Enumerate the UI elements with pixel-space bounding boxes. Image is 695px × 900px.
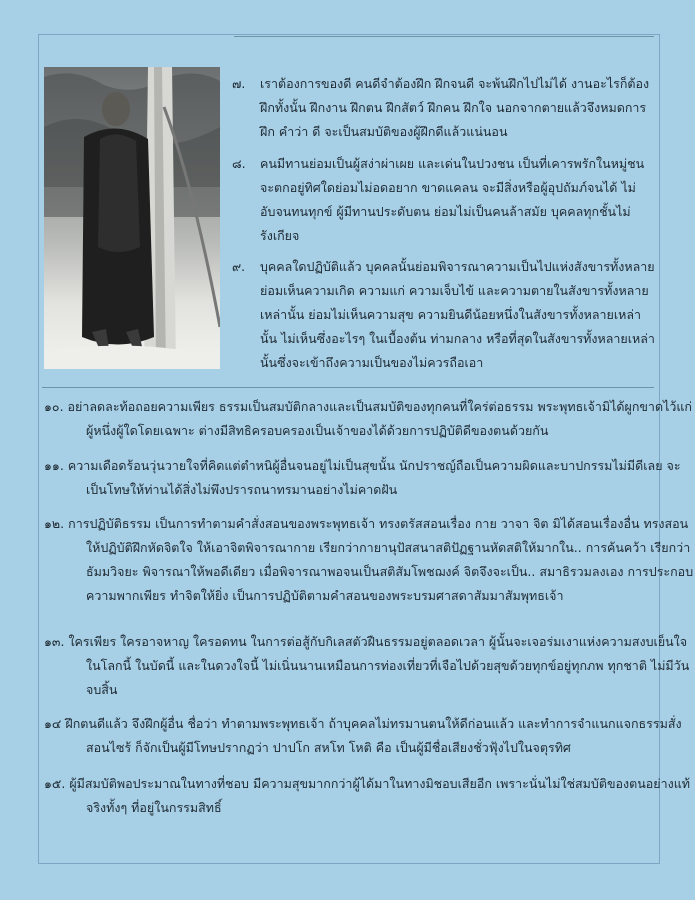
list-item-13: [44, 630, 695, 702]
item-number: ๑๔: [44, 716, 62, 731]
list-item-14: [44, 712, 695, 760]
item-number: ๘.: [232, 156, 246, 171]
list-item-7: [232, 72, 656, 144]
item-number: ๑๐.: [44, 399, 64, 414]
monk-photo: [44, 67, 220, 369]
item-number: ๑๑.: [44, 458, 64, 473]
item-text: การปฏิบัติธรรม เป็นการทำตามคำสั่งสอนของพระพุทธเจ้า ทรงตรัสสอนเรื่อง กาย วาจา จิต มิได้สอนเรื่องอื่น ทรงสอนให้ปฏิบัติฝึกหัดจิตใจ ให้เอาจิตพิจารณากาย เรียกว่ากายานุปัสสนาสติปัฏฐานหัดสติให้มากใน.. การค้นคว้า เรียกว่าธัมมวิจยะ พิจารณาให้พอดีเดียว เมื่อพิจารณาพอจนเป็นสติสัมโพชฌงค์ จิตจึงจะเป็น.. สมาธิรวมลงเอง การประกอบความพากเพียร ทำจิตให้ยิ่ง เป็นการปฏิบัติตามคำสอนของพระบรมศาสดาสัมมาสัมพุทธเจ้า: [68, 516, 694, 603]
item-text: ความเดือดร้อนวุ่นวายใจที่คิดแต่ตำหนิผู้อื่นจนอยู่ไม่เป็นสุขนั้น นักปราชญ์ถือเป็นความผิดและบาปกรรมไม่มีดีเลย จะเป็นโทษให้ท่านได้สิ่งไม่พึงปรารถนาทรมานอย่างไม่คาดฝัน: [67, 458, 681, 497]
list-item-8: [232, 152, 656, 248]
item-text: เราต้องการของดี คนดีจำต้องฝึก ฝึกจนดี จะพ้นฝึกไปไม่ได้ งานอะไรก็ต้องฝึกทั้งนั้น ฝึกงาน ฝึกตน ฝึกสัตว์ ฝึกคน ฝึกใจ นอกจากตายแล้วจึงหมดการฝึก คำว่า ดี จะเป็นสมบัติของผู้ฝึกดีแล้วแน่นอน: [260, 76, 650, 139]
item-text: ฝึกตนดีแล้ว จึงฝึกผู้อื่น ชื่อว่า ทำตามพระพุทธเจ้า ถ้าบุคคลไม่ทรมานตนให้ดีก่อนแล้ว และทำการจำแนกแจกธรรมสั่งสอนไซร้ ก็จักเป็นผู้มีโทษปรากฏว่า ปาปโก สหโท โหติ คือ เป็นผู้มีชื่อเสียงชั่วฟุ้งไปในจตุรทิศ: [65, 716, 682, 755]
item-number: ๙.: [232, 259, 246, 274]
list-item-15: [44, 772, 695, 820]
item-text: ใครเพียร ใครอาจหาญ ใครอดทน ในการต่อสู้กับกิเลสตัวฝืนธรรมอยู่ตลอดเวลา ผู้นั้นจะเจอร่มเงาแห่งความสงบเย็นใจในโลกนี้ ในบัดนี้ และในดวงใจนี้ ไม่เนิ่นนานเหมือนการท่องเที่ยวที่เจือไปด้วยสุขด้วยทุกข์อยู่ทุกภพ ทุกชาติ ไม่มีวันจบสิ้น: [68, 634, 690, 697]
item-text: คนมีทานย่อมเป็นผู้สง่าผ่าเผย และเด่นในปวงชน เป็นที่เคารพรักในหมู่ชน จะตกอยู่ทิศใดย่อมไม่อดอยาก ขาดแคลน จะมีสิ่งหรือผู้อุปถัมภ์จนได้ ไม่อับจนทนทุกข์ ผู้มีทานประดับตน ย่อมไม่เป็นคนล้าสมัย บุคคลทุกชั้นไม่รังเกียจ: [260, 156, 645, 243]
item-number: ๑๒.: [44, 516, 65, 531]
top-divider: [234, 36, 654, 37]
item-number: ๗.: [232, 76, 246, 91]
list-item-12: [44, 512, 695, 608]
item-text: ผู้มีสมบัติพอประมาณในทางที่ชอบ มีความสุขมากกว่าผู้ได้มาในทางมิชอบเสียอีก เพราะนั่นไม่ใช่สมบัติของตนอย่างแท้จริงทั้งๆ ที่อยู่ในกรรมสิทธิ์: [69, 776, 691, 815]
list-item-11: [44, 454, 695, 502]
middle-divider: [42, 387, 654, 388]
list-item-9: [232, 255, 656, 375]
item-number: ๑๕.: [44, 776, 66, 791]
monk-photo-image: [44, 67, 220, 369]
item-text: บุคคลใดปฏิบัติแล้ว บุคคลนั้นย่อมพิจารณาความเป็นไปแห่งสังขารทั้งหลาย ย่อมเห็นความเกิด ความแก่ ความเจ็บไข้ และความตายในสังขารทั้งหลายเหล่านั้น ย่อมไม่เห็นความสุข ความยินดีน้อยหนึ่งในสังขารทั้งหลายเหล่านั้น ไม่เห็นซึ่งอะไรๆ ในเบื้องต้น ท่ามกลาง หรือที่สุดในสังขารทั้งหลายเหล่านั้นซึ่งจะเข้าถึงความเป็นของไม่ควรถือเอา: [260, 259, 655, 370]
item-number: ๑๓.: [44, 634, 65, 649]
list-item-10: [44, 395, 695, 443]
item-text: อย่าลดละท้อถอยความเพียร ธรรมเป็นสมบัติกลางและเป็นสมบัติของทุกคนที่ใคร่ต่อธรรม พระพุทธเจ้ามิได้ผูกขาดไว้แก่ผู้หนึ่งผู้ใดโดยเฉพาะ ต่างมีสิทธิครอบครองเป็นเจ้าของได้ด้วยการปฏิบัติดีของตนด้วยกัน: [67, 399, 692, 438]
